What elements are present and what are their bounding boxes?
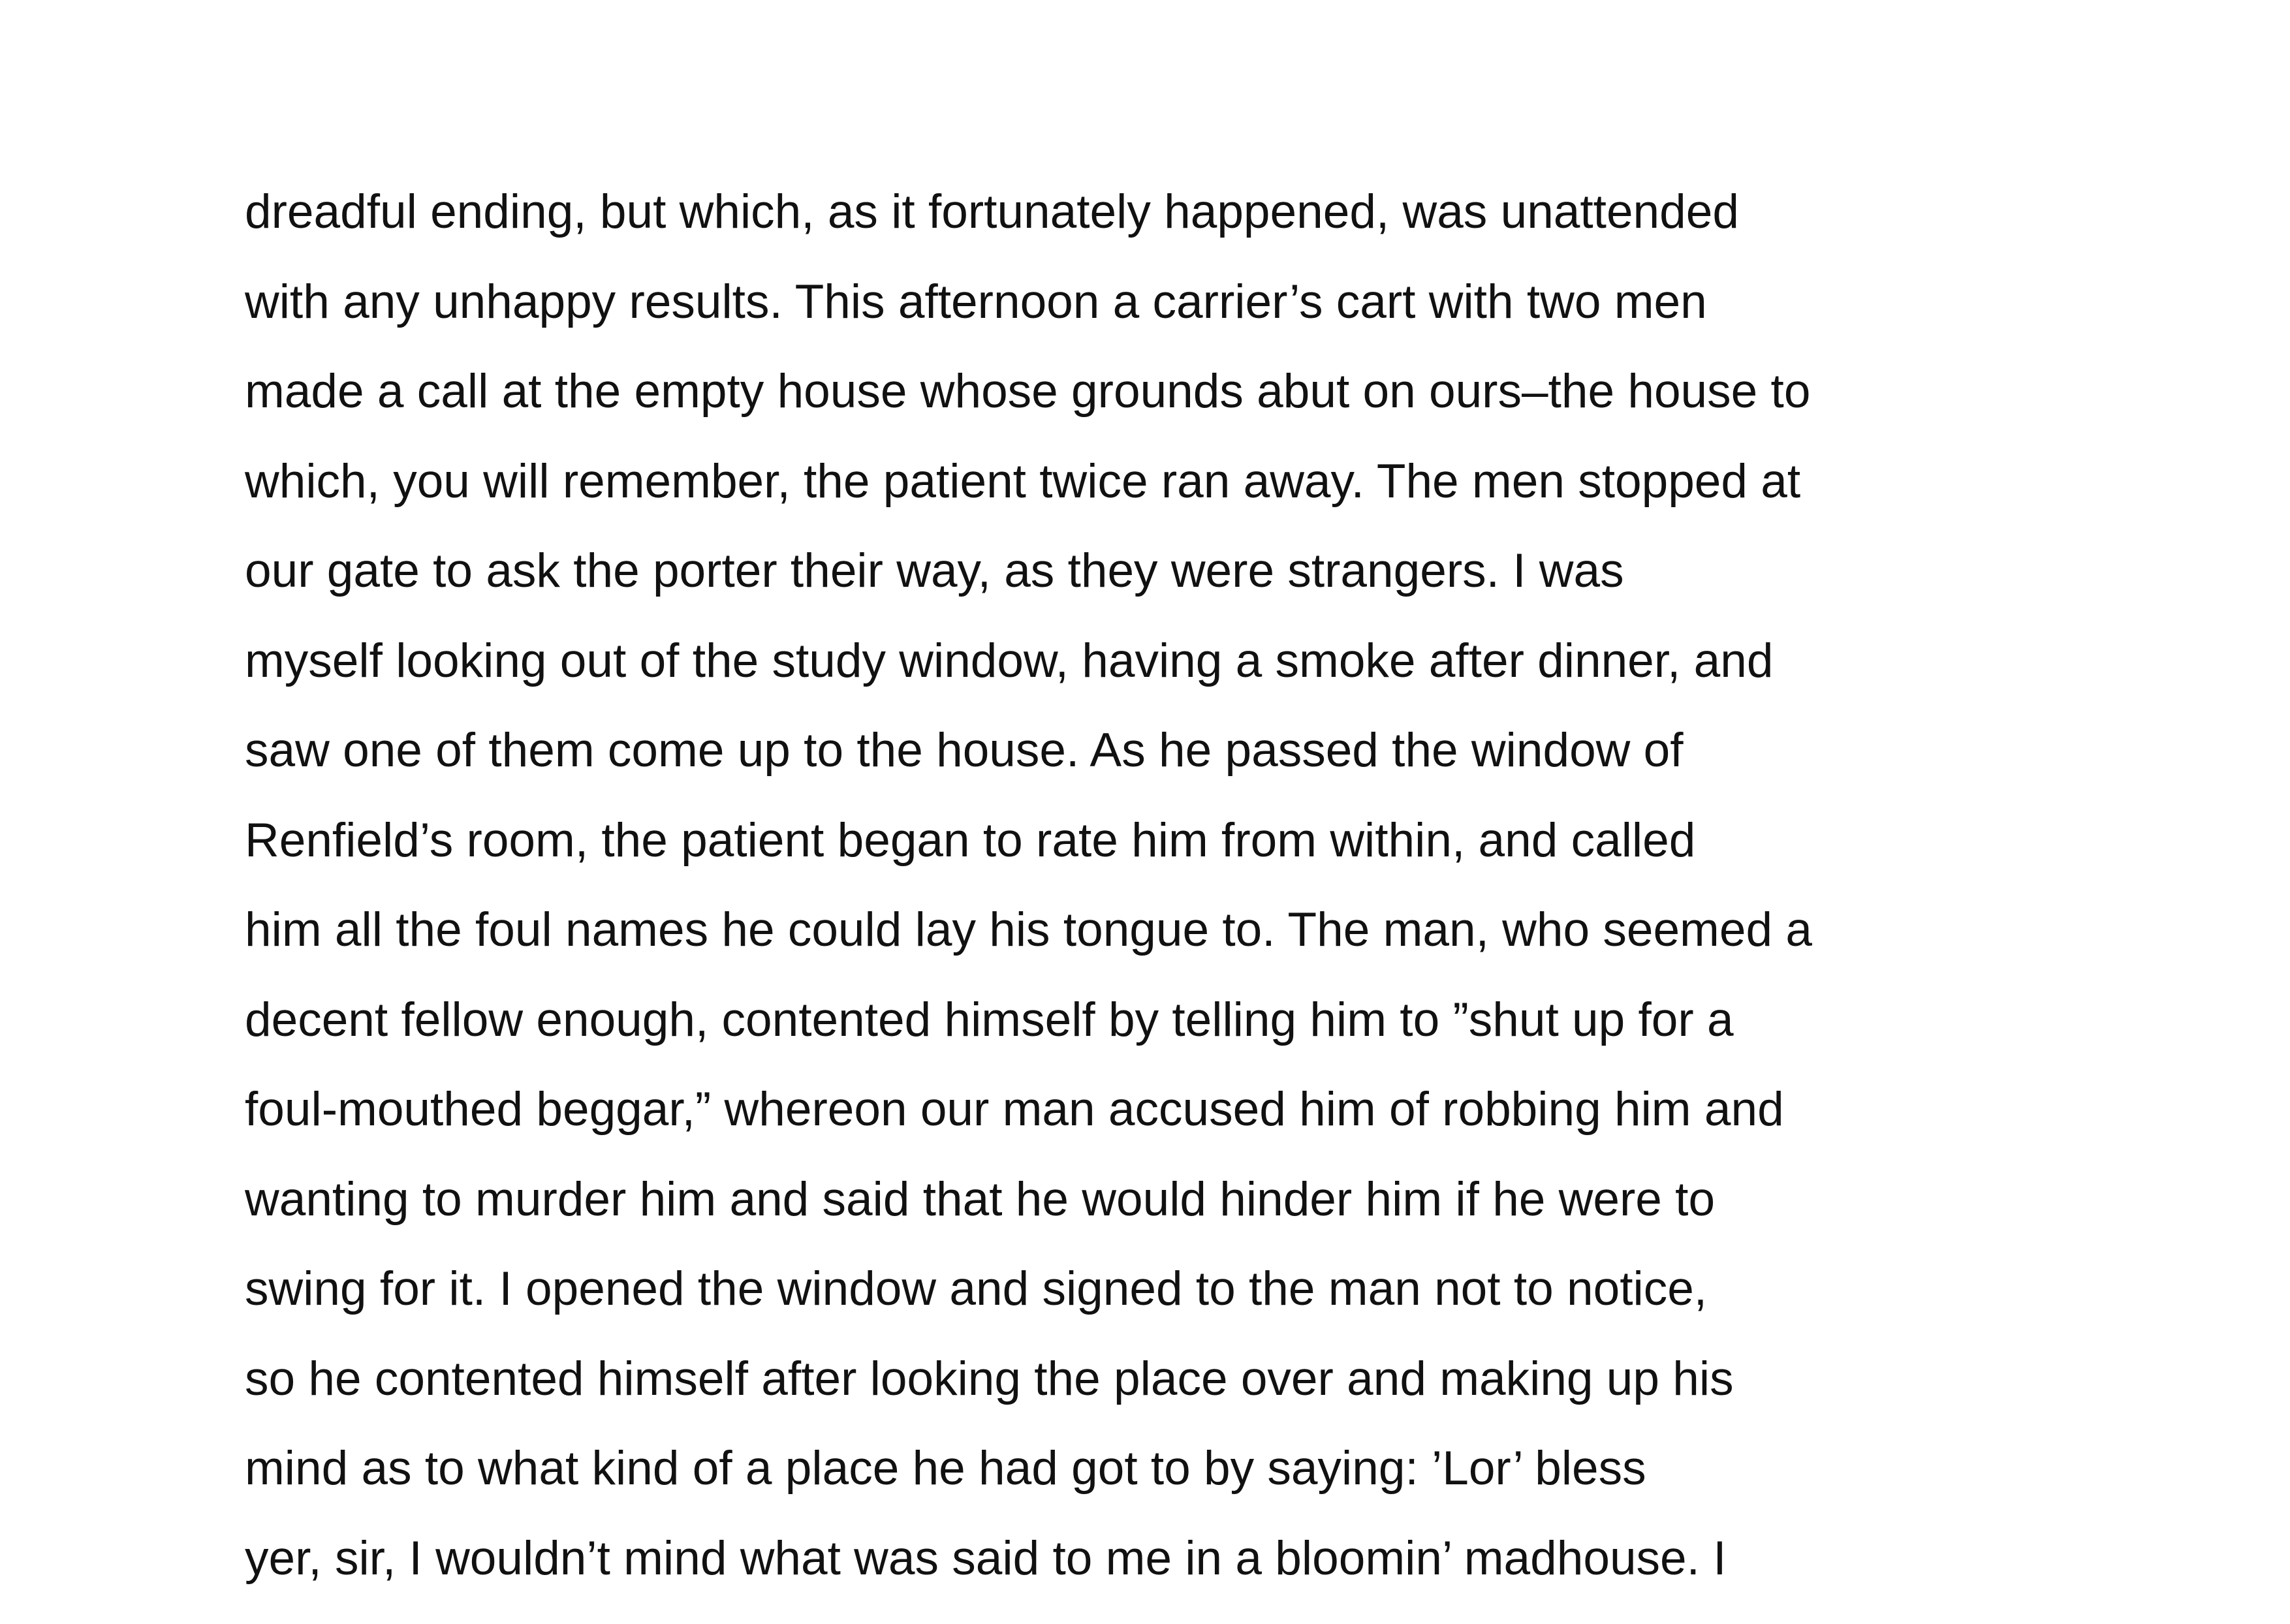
text-line: made a call at the empty house whose grounds abut on ours–the house to: [245, 367, 2073, 458]
text-line: so he contented himself after looking the place over and making up his: [245, 1355, 2073, 1445]
text-line: foul-mouthed beggar,” whereon our man accused him of robbing him and: [245, 1085, 2073, 1176]
text-line: myself looking out of the study window, having a smoke after dinner, and: [245, 637, 2073, 727]
text-line: wanting to murder him and said that he would hinder him if he were to: [245, 1176, 2073, 1266]
text-line: which, you will remember, the patient twice ran away. The men stopped at: [245, 458, 2073, 548]
text-line: with any unhappy results. This afternoon a carrier’s cart with two men: [245, 278, 2073, 368]
text-line: our gate to ask the porter their way, as they were strangers. I was: [245, 547, 2073, 637]
text-line: saw one of them come up to the house. As he passed the window of: [245, 726, 2073, 817]
text-line: him all the foul names he could lay his tongue to. The man, who seemed a: [245, 906, 2073, 996]
body-text: [245, 188, 2073, 1624]
text-line: decent fellow enough, contented himself by telling him to ”shut up for a: [245, 996, 2073, 1086]
text-line: dreadful ending, but which, as it fortunately happened, was unattended: [245, 188, 2073, 278]
text-line: Renfield’s room, the patient began to rate him from within, and called: [245, 817, 2073, 907]
text-line: mind as to what kind of a place he had got to by saying: ’Lor’ bless: [245, 1444, 2073, 1535]
text-line: swing for it. I opened the window and signed to the man not to notice,: [245, 1265, 2073, 1355]
text-line: yer, sir, I wouldn’t mind what was said to me in a bloomin’ madhouse. I: [245, 1535, 2073, 1624]
